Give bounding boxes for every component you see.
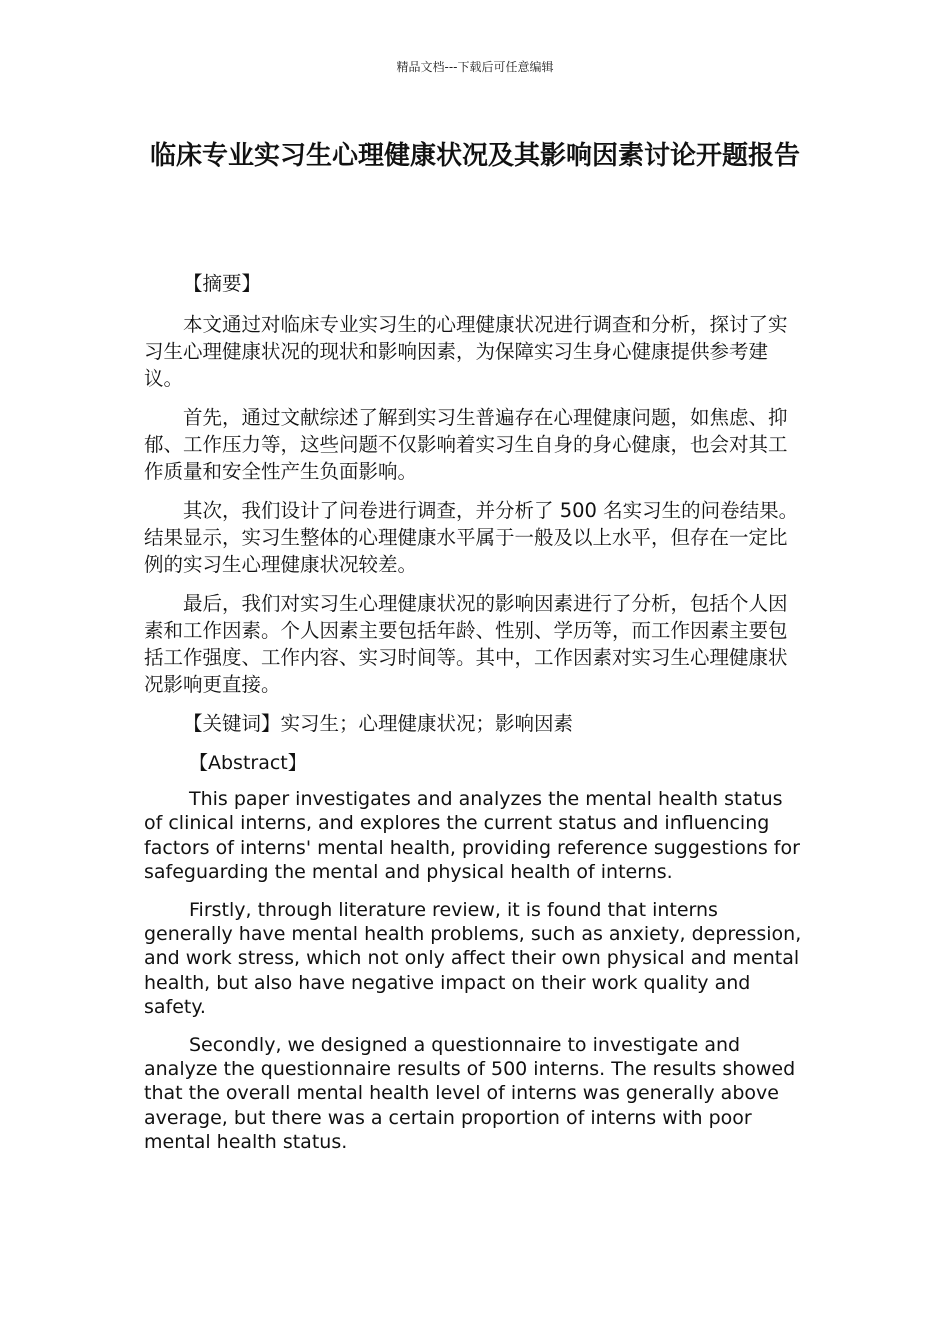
keywords-cn: 【关键词】实习生；心理健康状况；影响因素 (183, 712, 574, 735)
abstract-cn-paragraph: 其次，我们设计了问卷进行调查，并分析了 500 名实习生的问卷结果。结果显示，实习生整体的心理健康水平属于一般及以上水平，但存在一定比例的实习生心理健康状况较差。 (144, 499, 799, 576)
page-title: 临床专业实习生心理健康状况及其影响因素讨论开题报告 (149, 141, 800, 171)
abstract-en-paragraph: This paper investigates and analyzes the mental health status of clinical interns, and explores the current status and influencing factors of interns' mental health, providing reference suggestions for safeguarding the mental and physical health of interns. (144, 788, 800, 883)
abstract-en-paragraph: Secondly, we designed a questionnaire to investigate and analyze the questionnaire results of 500 interns. The results showed that the overall mental health level of interns was generally above average, but there was a certain proportion of interns with poor mental health status. (144, 1034, 796, 1153)
abstract-en-paragraph: Firstly, through literature review, it is found that interns generally have mental health problems, such as anxiety, depression, and work stress, which not only affect their own physical and mental health, but also have negative impact on their work quality and safety. (144, 899, 802, 1018)
abstract-cn-paragraph: 本文通过对临床专业实习生的心理健康状况进行调查和分析，探讨了实习生心理健康状况的现状和影响因素，为保障实习生身心健康提供参考建议。 (144, 313, 788, 390)
abstract-cn-paragraph: 最后，我们对实习生心理健康状况的影响因素进行了分析，包括个人因素和工作因素。个人因素主要包括年龄、性别、学历等，而工作因素主要包括工作强度、工作内容、实习时间等。其中，工作因素对实习生心理健康状况影响更直接。 (144, 592, 788, 696)
abstract-en-label: 【Abstract】 (189, 752, 307, 774)
abstract-cn-label: 【摘要】 (183, 272, 262, 295)
abstract-cn-paragraph: 首先，通过文献综述了解到实习生普遍存在心理健康问题，如焦虑、抑郁、工作压力等，这些问题不仅影响着实习生自身的身心健康，也会对其工作质量和安全性产生负面影响。 (144, 406, 788, 483)
header-note: 精品文档---下载后可任意编辑 (396, 60, 554, 74)
document-body (144, 270, 806, 1168)
